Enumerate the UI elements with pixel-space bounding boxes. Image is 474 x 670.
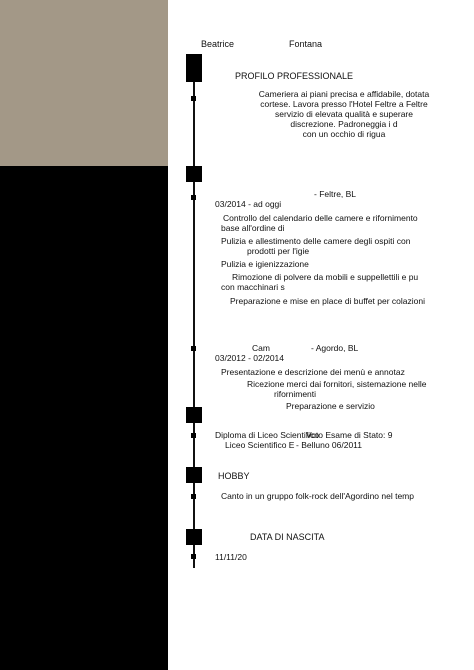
timeline-line xyxy=(193,64,195,568)
job-duty: Preparazione e servizio xyxy=(286,401,375,411)
job-duty: rifornimenti xyxy=(274,389,317,399)
hobby-text: Canto in un gruppo folk-rock dell'Agordino nel temp xyxy=(221,491,414,501)
education-grade: Voto Esame di Stato: 9 xyxy=(306,430,393,440)
job-duty: Pulizia e allestimento delle camere degli ospiti con xyxy=(221,236,411,246)
job-duty: prodotti per l'igie xyxy=(247,246,310,256)
job-title: Cam xyxy=(252,343,270,353)
profile-line: con un occhio di rigua xyxy=(302,129,386,139)
job-duty: Rimozione di polvere da mobili e suppellettili e pu xyxy=(232,272,419,282)
profile-line: discrezione. Padroneggia i d xyxy=(290,119,398,129)
section-marker-hobby xyxy=(186,467,202,483)
education-school: Liceo Scientifico E xyxy=(225,440,295,450)
profile-line: servizio di elevata qualità e superare xyxy=(275,109,413,119)
profile-heading: PROFILO PROFESSIONALE xyxy=(235,71,354,81)
job-duty-list xyxy=(221,367,474,411)
birth-date: 11/11/20 xyxy=(215,552,247,562)
sidebar-dark-panel xyxy=(0,166,168,670)
education-degree: Diploma di Liceo Scientifico xyxy=(215,430,319,440)
first-name: Beatrice xyxy=(201,39,235,49)
timeline-dot xyxy=(191,346,196,351)
job-duty: Ricezione merci dai fornitori, sistemazione nelle xyxy=(247,379,427,389)
job-duty: Controllo del calendario delle camere e rifornimento xyxy=(223,213,418,223)
section-marker-education xyxy=(186,407,202,423)
timeline-dot xyxy=(191,195,196,200)
timeline-dot xyxy=(191,433,196,438)
job-duty: base all'ordine di xyxy=(221,223,285,233)
hobby-heading: HOBBY xyxy=(218,471,250,481)
job-duty: Pulizia e igienizzazione xyxy=(221,259,309,269)
profile-line: Cameriera ai piani precisa e affidabile, dotata xyxy=(258,89,430,99)
job-duty: con macchinari s xyxy=(221,282,285,292)
last-name: Fontana xyxy=(289,39,323,49)
job-duty: Presentazione e descrizione dei menù e annotaz xyxy=(221,367,405,377)
timeline-dot xyxy=(191,494,196,499)
job-duty-list xyxy=(221,213,474,306)
section-marker-experience xyxy=(186,166,202,182)
timeline-dot xyxy=(191,96,196,101)
section-marker-profile xyxy=(186,54,202,82)
profile-line: cortese. Lavora presso l'Hotel Feltre a Feltre xyxy=(260,99,428,109)
birth-heading: DATA DI NASCITA xyxy=(250,532,325,542)
profile-text xyxy=(214,89,474,139)
job-location: - Feltre, BL xyxy=(314,189,357,199)
job-dates: 03/2012 - 02/2014 xyxy=(215,353,285,363)
job-dates: 03/2014 - ad oggi xyxy=(215,199,282,209)
job-duty: Preparazione e mise en place di buffet per colazioni xyxy=(230,296,425,306)
profile-photo-area xyxy=(0,0,168,166)
timeline-dot xyxy=(191,554,196,559)
job-location: - Agordo, BL xyxy=(311,343,359,353)
education-place-date: - Belluno 06/2011 xyxy=(296,440,363,450)
section-marker-birth xyxy=(186,529,202,545)
